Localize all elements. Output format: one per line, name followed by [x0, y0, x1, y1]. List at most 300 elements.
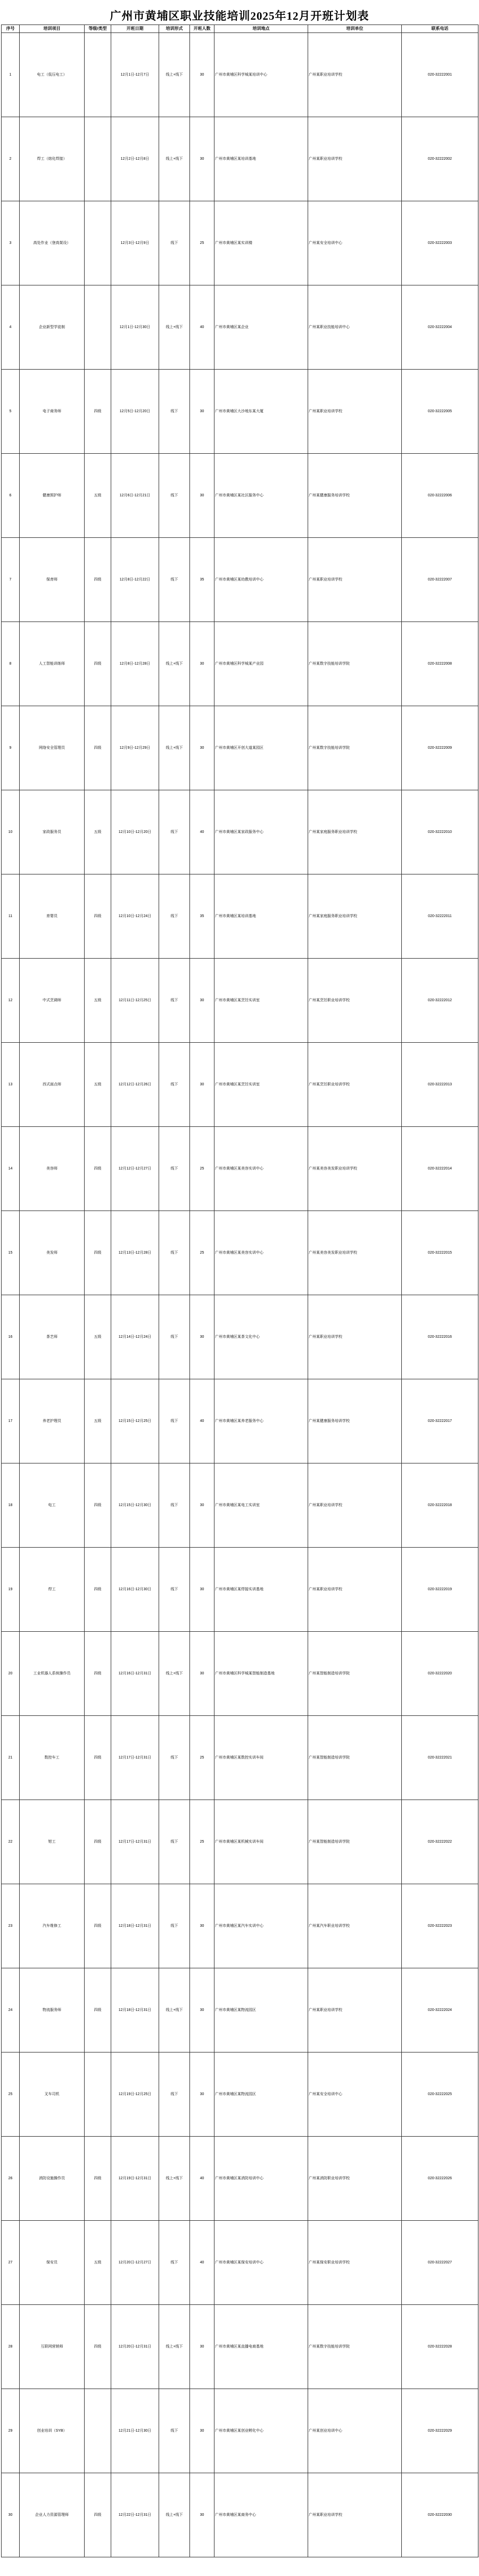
cell-project: 电工（低压电工） — [20, 33, 85, 117]
table-row — [2, 1968, 478, 2052]
table-row — [2, 33, 478, 117]
cell-project: 互联网营销师 — [20, 2305, 85, 2389]
cell-format: 线下 — [159, 1800, 190, 1884]
cell-count: 30 — [190, 2052, 214, 2137]
cell-count: 30 — [190, 1463, 214, 1548]
cell-index: 29 — [2, 2389, 20, 2473]
cell-level: 四级 — [85, 1211, 111, 1295]
cell-format: 线上+线下 — [159, 2137, 190, 2221]
cell-location: 广州市黄埔区某数控实训车间 — [214, 1716, 308, 1800]
cell-level: 四级 — [85, 1800, 111, 1884]
cell-index: 8 — [2, 622, 20, 706]
cell-location: 广州市黄埔区某物流园区 — [214, 2052, 308, 2137]
cell-organizer: 广州某烹饪职业培训学校 — [308, 1043, 402, 1127]
cell-location: 广州市黄埔区某美容实训中心 — [214, 1127, 308, 1211]
cell-level: 四级 — [85, 1548, 111, 1632]
cell-phone: 020-32222012 — [402, 959, 478, 1043]
cell-level: 四级 — [85, 874, 111, 959]
cell-format: 线下 — [159, 1463, 190, 1548]
cell-location: 广州市黄埔区科学城某产业园 — [214, 622, 308, 706]
cell-level — [85, 201, 111, 285]
cell-organizer: 广州某家庭服务职业培训学校 — [308, 874, 402, 959]
cell-location: 广州市黄埔区某烹饪实训室 — [214, 959, 308, 1043]
cell-index: 11 — [2, 874, 20, 959]
cell-location: 广州市黄埔区某物流园区 — [214, 1968, 308, 2052]
cell-index: 24 — [2, 1968, 20, 2052]
cell-location: 广州市黄埔区某保安培训中心 — [214, 2221, 308, 2305]
cell-date: 12月1日-12月30日 — [111, 285, 159, 370]
cell-level: 四级 — [85, 370, 111, 454]
cell-date: 12月15日-12月30日 — [111, 1463, 159, 1548]
cell-index: 25 — [2, 2052, 20, 2137]
cell-level: 四级 — [85, 1632, 111, 1716]
cell-organizer: 广州某家庭服务职业培训学校 — [308, 790, 402, 874]
table-row — [2, 1295, 478, 1379]
cell-level: 五级 — [85, 790, 111, 874]
cell-location: 广州市黄埔区某汽车实训中心 — [214, 1884, 308, 1968]
cell-organizer: 广州某职业培训学校 — [308, 2473, 402, 2557]
cell-format: 线下 — [159, 201, 190, 285]
cell-level: 五级 — [85, 1295, 111, 1379]
col-header: 联系电话 — [402, 25, 478, 33]
cell-project: 美容师 — [20, 1127, 85, 1211]
cell-location: 广州市黄埔区某美容实训中心 — [214, 1211, 308, 1295]
table-row — [2, 201, 478, 285]
cell-count: 35 — [190, 538, 214, 622]
table-row — [2, 1127, 478, 1211]
cell-location: 广州市黄埔区某养老服务中心 — [214, 1379, 308, 1463]
cell-date: 12月2日-12月8日 — [111, 117, 159, 201]
cell-location: 广州市黄埔区某焊接实训基地 — [214, 1548, 308, 1632]
cell-organizer: 广州某职业培训学校 — [308, 33, 402, 117]
cell-location: 广州市黄埔区科学城某培训中心 — [214, 33, 308, 117]
cell-date: 12月1日-12月7日 — [111, 33, 159, 117]
table-row — [2, 1043, 478, 1127]
cell-project: 焊工（熔化焊接） — [20, 117, 85, 201]
cell-project: 数控车工 — [20, 1716, 85, 1800]
cell-organizer: 广州某智能制造培训学院 — [308, 1800, 402, 1884]
cell-level: 四级 — [85, 2473, 111, 2557]
cell-count: 25 — [190, 1127, 214, 1211]
table-row — [2, 1632, 478, 1716]
table-row — [2, 1548, 478, 1632]
cell-date: 12月19日-12月31日 — [111, 2137, 159, 2221]
cell-phone: 020-32222030 — [402, 2473, 478, 2557]
cell-level: 四级 — [85, 2305, 111, 2389]
cell-project: 电工 — [20, 1463, 85, 1548]
cell-location: 广州市黄埔区某培训基地 — [214, 117, 308, 201]
cell-count: 25 — [190, 1716, 214, 1800]
cell-index: 12 — [2, 959, 20, 1043]
cell-count: 40 — [190, 2221, 214, 2305]
cell-organizer: 广州某数字技能培训学院 — [308, 2305, 402, 2389]
cell-phone: 020-32222024 — [402, 1968, 478, 2052]
cell-organizer: 广州某职业技能培训中心 — [308, 285, 402, 370]
cell-index: 3 — [2, 201, 20, 285]
cell-location: 广州市黄埔区某消防培训中心 — [214, 2137, 308, 2221]
cell-index: 26 — [2, 2137, 20, 2221]
table-row — [2, 370, 478, 454]
cell-count: 35 — [190, 874, 214, 959]
table-header-row — [2, 25, 478, 33]
table-row — [2, 2137, 478, 2221]
cell-date: 12月17日-12月31日 — [111, 1800, 159, 1884]
cell-count: 30 — [190, 1968, 214, 2052]
cell-phone: 020-32222025 — [402, 2052, 478, 2137]
cell-organizer: 广州某健康服务培训学校 — [308, 454, 402, 538]
cell-count: 40 — [190, 285, 214, 370]
cell-format: 线下 — [159, 1884, 190, 1968]
table-row — [2, 2052, 478, 2137]
cell-count: 30 — [190, 1884, 214, 1968]
cell-date: 12月21日-12月30日 — [111, 2389, 159, 2473]
cell-project: 物流服务师 — [20, 1968, 85, 2052]
cell-level: 四级 — [85, 1884, 111, 1968]
cell-project: 养老护理员 — [20, 1379, 85, 1463]
cell-date: 12月20日-12月31日 — [111, 2305, 159, 2389]
cell-count: 30 — [190, 959, 214, 1043]
cell-count: 30 — [190, 1548, 214, 1632]
cell-format: 线上+线下 — [159, 285, 190, 370]
table-row — [2, 2473, 478, 2557]
cell-organizer: 广州某职业培训学校 — [308, 1295, 402, 1379]
cell-location: 广州市黄埔区某机械实训车间 — [214, 1800, 308, 1884]
cell-index: 4 — [2, 285, 20, 370]
cell-count: 25 — [190, 201, 214, 285]
cell-organizer: 广州某职业培训学校 — [308, 1548, 402, 1632]
table-row — [2, 706, 478, 790]
cell-phone: 020-32222022 — [402, 1800, 478, 1884]
cell-level — [85, 33, 111, 117]
cell-location: 广州市黄埔区某商务中心 — [214, 2473, 308, 2557]
cell-format: 线下 — [159, 1548, 190, 1632]
cell-location: 广州市黄埔区某家政服务中心 — [214, 790, 308, 874]
cell-count: 40 — [190, 1379, 214, 1463]
table-row — [2, 285, 478, 370]
cell-date: 12月11日-12月25日 — [111, 959, 159, 1043]
cell-organizer: 广州某烹饪职业培训学校 — [308, 959, 402, 1043]
cell-project: 电子商务师 — [20, 370, 85, 454]
cell-level: 四级 — [85, 622, 111, 706]
col-header: 等级/类型 — [85, 25, 111, 33]
cell-format: 线下 — [159, 454, 190, 538]
plan-table — [1, 24, 478, 2557]
col-header: 培训形式 — [159, 25, 190, 33]
cell-count: 30 — [190, 454, 214, 538]
cell-level — [85, 2052, 111, 2137]
cell-format: 线下 — [159, 1043, 190, 1127]
cell-format: 线上+线下 — [159, 706, 190, 790]
cell-format: 线下 — [159, 1716, 190, 1800]
cell-phone: 020-32222008 — [402, 622, 478, 706]
table-row — [2, 2221, 478, 2305]
cell-format: 线下 — [159, 2221, 190, 2305]
cell-index: 9 — [2, 706, 20, 790]
table-row — [2, 454, 478, 538]
cell-organizer: 广州某职业培训学校 — [308, 117, 402, 201]
cell-project: 创业培训（SYB） — [20, 2389, 85, 2473]
cell-project: 中式烹调师 — [20, 959, 85, 1043]
table-row — [2, 2389, 478, 2473]
cell-location: 广州市黄埔区大沙地东某大厦 — [214, 370, 308, 454]
cell-index: 7 — [2, 538, 20, 622]
cell-phone: 020-32222014 — [402, 1127, 478, 1211]
cell-phone: 020-32222017 — [402, 1379, 478, 1463]
table-body — [2, 33, 478, 2557]
cell-phone: 020-32222018 — [402, 1463, 478, 1548]
cell-project: 人工智能训练师 — [20, 622, 85, 706]
cell-index: 17 — [2, 1379, 20, 1463]
cell-phone: 020-32222019 — [402, 1548, 478, 1632]
cell-format: 线上+线下 — [159, 117, 190, 201]
cell-phone: 020-32222007 — [402, 538, 478, 622]
cell-organizer: 广州某安全培训中心 — [308, 2052, 402, 2137]
cell-count: 30 — [190, 2389, 214, 2473]
cell-index: 14 — [2, 1127, 20, 1211]
table-row — [2, 959, 478, 1043]
col-header: 开班人数 — [190, 25, 214, 33]
cell-project: 西式面点师 — [20, 1043, 85, 1127]
cell-date: 12月9日-12月29日 — [111, 706, 159, 790]
cell-index: 22 — [2, 1800, 20, 1884]
cell-index: 2 — [2, 117, 20, 201]
cell-count: 30 — [190, 706, 214, 790]
cell-phone: 020-32222023 — [402, 1884, 478, 1968]
cell-location: 广州市黄埔区某烹饪实训室 — [214, 1043, 308, 1127]
cell-project: 健康照护师 — [20, 454, 85, 538]
cell-location: 广州市黄埔区某电工实训室 — [214, 1463, 308, 1548]
table-row — [2, 117, 478, 201]
cell-format: 线下 — [159, 538, 190, 622]
cell-count: 30 — [190, 1632, 214, 1716]
cell-organizer: 广州某数字技能培训学院 — [308, 706, 402, 790]
cell-phone: 020-32222021 — [402, 1716, 478, 1800]
cell-location: 广州市黄埔区某社区服务中心 — [214, 454, 308, 538]
cell-format: 线下 — [159, 370, 190, 454]
cell-project: 企业人力资源管理师 — [20, 2473, 85, 2557]
cell-project: 保安员 — [20, 2221, 85, 2305]
cell-organizer: 广州某消防职业培训学校 — [308, 2137, 402, 2221]
cell-level: 四级 — [85, 706, 111, 790]
cell-format: 线下 — [159, 1295, 190, 1379]
cell-format: 线下 — [159, 959, 190, 1043]
cell-format: 线下 — [159, 2389, 190, 2473]
cell-organizer: 广州某职业培训学校 — [308, 538, 402, 622]
cell-format: 线下 — [159, 1211, 190, 1295]
cell-phone: 020-32222026 — [402, 2137, 478, 2221]
cell-format: 线上+线下 — [159, 622, 190, 706]
cell-count: 40 — [190, 2137, 214, 2221]
cell-organizer: 广州某职业培训学校 — [308, 1968, 402, 2052]
cell-count: 30 — [190, 1295, 214, 1379]
cell-project: 焊工 — [20, 1548, 85, 1632]
cell-location: 广州市黄埔区某培训基地 — [214, 874, 308, 959]
table-row — [2, 874, 478, 959]
cell-organizer: 广州某数字技能培训学院 — [308, 622, 402, 706]
cell-date: 12月20日-12月27日 — [111, 2221, 159, 2305]
cell-index: 1 — [2, 33, 20, 117]
cell-count: 25 — [190, 1800, 214, 1884]
cell-organizer: 广州某职业培训学校 — [308, 1463, 402, 1548]
cell-date: 12月14日-12月24日 — [111, 1295, 159, 1379]
cell-count: 40 — [190, 790, 214, 874]
cell-phone: 020-32222005 — [402, 370, 478, 454]
cell-index: 15 — [2, 1211, 20, 1295]
cell-format: 线下 — [159, 874, 190, 959]
cell-level: 五级 — [85, 454, 111, 538]
cell-project: 企业新型学徒制 — [20, 285, 85, 370]
cell-format: 线上+线下 — [159, 1632, 190, 1716]
cell-date: 12月18日-12月31日 — [111, 1968, 159, 2052]
cell-level: 五级 — [85, 1043, 111, 1127]
cell-location: 广州市黄埔区某实训楼 — [214, 201, 308, 285]
cell-location: 广州市黄埔区某创业孵化中心 — [214, 2389, 308, 2473]
table-row — [2, 1800, 478, 1884]
cell-location: 广州市黄埔区开创大道某园区 — [214, 706, 308, 790]
page-title: 广州市黄埔区职业技能培训2025年12月开班计划表 — [110, 10, 369, 22]
table-row — [2, 1716, 478, 1800]
cell-phone: 020-32222028 — [402, 2305, 478, 2389]
cell-organizer: 广州某美容美发职业培训学校 — [308, 1211, 402, 1295]
cell-phone: 020-32222009 — [402, 706, 478, 790]
cell-format: 线上+线下 — [159, 33, 190, 117]
cell-date: 12月17日-12月31日 — [111, 1716, 159, 1800]
cell-date: 12月10日-12月20日 — [111, 790, 159, 874]
cell-format: 线下 — [159, 2052, 190, 2137]
cell-index: 28 — [2, 2305, 20, 2389]
cell-project: 育婴员 — [20, 874, 85, 959]
cell-index: 10 — [2, 790, 20, 874]
cell-project: 工业机器人系统操作员 — [20, 1632, 85, 1716]
cell-index: 23 — [2, 1884, 20, 1968]
cell-phone: 020-32222029 — [402, 2389, 478, 2473]
cell-level — [85, 285, 111, 370]
cell-location: 广州市黄埔区科学城某智能制造基地 — [214, 1632, 308, 1716]
cell-level: 五级 — [85, 1379, 111, 1463]
cell-organizer: 广州某汽车职业培训学校 — [308, 1884, 402, 1968]
cell-level — [85, 117, 111, 201]
cell-date: 12月12日-12月26日 — [111, 1043, 159, 1127]
cell-phone: 020-32222002 — [402, 117, 478, 201]
cell-organizer: 广州某安全培训中心 — [308, 201, 402, 285]
cell-organizer: 广州某职业培训学校 — [308, 370, 402, 454]
cell-date: 12月19日-12月25日 — [111, 2052, 159, 2137]
table-row — [2, 1884, 478, 1968]
cell-date: 12月22日-12月31日 — [111, 2473, 159, 2557]
cell-organizer: 广州某健康服务培训学校 — [308, 1379, 402, 1463]
cell-organizer: 广州某保安职业培训学校 — [308, 2221, 402, 2305]
cell-date: 12月6日-12月21日 — [111, 454, 159, 538]
cell-phone: 020-32222003 — [402, 201, 478, 285]
cell-date: 12月12日-12月27日 — [111, 1127, 159, 1211]
cell-level: 四级 — [85, 1127, 111, 1211]
col-header: 序号 — [2, 25, 20, 33]
cell-level: 五级 — [85, 959, 111, 1043]
cell-location: 广州市黄埔区某直播电商基地 — [214, 2305, 308, 2389]
cell-date: 12月5日-12月20日 — [111, 370, 159, 454]
cell-date: 12月8日-12月22日 — [111, 538, 159, 622]
cell-count: 30 — [190, 370, 214, 454]
cell-index: 13 — [2, 1043, 20, 1127]
cell-index: 21 — [2, 1716, 20, 1800]
cell-index: 5 — [2, 370, 20, 454]
table-row — [2, 790, 478, 874]
table-row — [2, 538, 478, 622]
cell-location: 广州市黄埔区某企业 — [214, 285, 308, 370]
cell-date: 12月3日-12月9日 — [111, 201, 159, 285]
cell-date: 12月18日-12月31日 — [111, 1884, 159, 1968]
cell-level: 四级 — [85, 2137, 111, 2221]
cell-count: 25 — [190, 1211, 214, 1295]
cell-project: 钳工 — [20, 1800, 85, 1884]
col-header: 培训单位 — [308, 25, 402, 33]
cell-format: 线下 — [159, 1127, 190, 1211]
col-header: 培训项目 — [20, 25, 85, 33]
table-row — [2, 1211, 478, 1295]
cell-project: 高处作业（登高架设） — [20, 201, 85, 285]
cell-level: 四级 — [85, 1463, 111, 1548]
cell-format: 线上+线下 — [159, 2473, 190, 2557]
cell-organizer: 广州某创业培训中心 — [308, 2389, 402, 2473]
cell-count: 30 — [190, 622, 214, 706]
cell-level: 四级 — [85, 1968, 111, 2052]
cell-project: 消防设施操作员 — [20, 2137, 85, 2221]
cell-date: 12月16日-12月31日 — [111, 1632, 159, 1716]
cell-project: 网络安全管理员 — [20, 706, 85, 790]
cell-level: 五级 — [85, 2221, 111, 2305]
cell-format: 线下 — [159, 1379, 190, 1463]
cell-date: 12月8日-12月28日 — [111, 622, 159, 706]
cell-phone: 020-32222011 — [402, 874, 478, 959]
col-header: 培训地点 — [214, 25, 308, 33]
cell-location: 广州市黄埔区某幼教培训中心 — [214, 538, 308, 622]
cell-organizer: 广州某智能制造培训学院 — [308, 1716, 402, 1800]
cell-phone: 020-32222013 — [402, 1043, 478, 1127]
cell-phone: 020-32222006 — [402, 454, 478, 538]
cell-date: 12月10日-12月24日 — [111, 874, 159, 959]
cell-phone: 020-32222004 — [402, 285, 478, 370]
cell-organizer: 广州某美容美发职业培训学校 — [308, 1127, 402, 1211]
cell-format: 线上+线下 — [159, 2305, 190, 2389]
cell-count: 30 — [190, 2305, 214, 2389]
cell-date: 12月16日-12月30日 — [111, 1548, 159, 1632]
table-row — [2, 1379, 478, 1463]
cell-project: 茶艺师 — [20, 1295, 85, 1379]
cell-project: 叉车司机 — [20, 2052, 85, 2137]
cell-index: 16 — [2, 1295, 20, 1379]
cell-count: 30 — [190, 33, 214, 117]
cell-organizer: 广州某智能制造培训学院 — [308, 1632, 402, 1716]
cell-count: 30 — [190, 2473, 214, 2557]
cell-phone: 020-32222015 — [402, 1211, 478, 1295]
cell-format: 线上+线下 — [159, 1968, 190, 2052]
cell-location: 广州市黄埔区某茶文化中心 — [214, 1295, 308, 1379]
cell-phone: 020-32222020 — [402, 1632, 478, 1716]
cell-date: 12月13日-12月28日 — [111, 1211, 159, 1295]
cell-count: 30 — [190, 1043, 214, 1127]
cell-index: 6 — [2, 454, 20, 538]
cell-format: 线下 — [159, 790, 190, 874]
cell-phone: 020-32222001 — [402, 33, 478, 117]
cell-date: 12月15日-12月25日 — [111, 1379, 159, 1463]
table-row — [2, 2305, 478, 2389]
cell-phone: 020-32222027 — [402, 2221, 478, 2305]
cell-level: 四级 — [85, 1716, 111, 1800]
cell-project: 家政服务员 — [20, 790, 85, 874]
cell-index: 20 — [2, 1632, 20, 1716]
cell-index: 27 — [2, 2221, 20, 2305]
cell-level — [85, 2389, 111, 2473]
